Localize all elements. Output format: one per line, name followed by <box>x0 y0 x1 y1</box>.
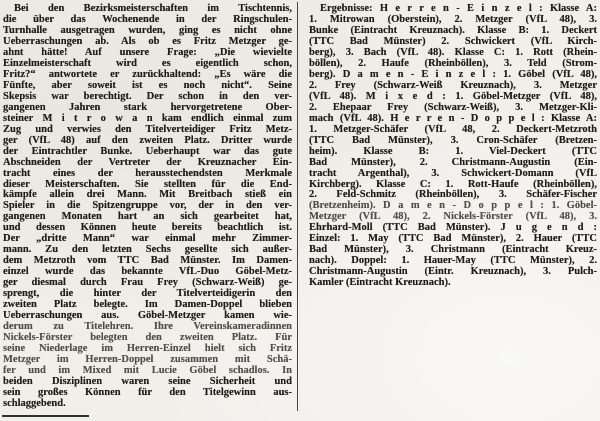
text-line: Fritz?“ antwortete er zurückhaltend: „Es wäre die <box>3 68 292 80</box>
text-line: 2. Frey (Schwarz-Weiß Kreuznach), 3. Metzger <box>309 79 597 91</box>
text-line: gangenen Monaten hart an sich gearbeitet hat, <box>3 211 292 223</box>
article-results-column <box>309 4 597 289</box>
text-line: Christmann-Augustin (Eintr. Kreuznach), 3. Pulch- <box>309 266 597 278</box>
text-line: Zug und verwies den Titelverteidiger Fritz Metz- <box>3 123 292 135</box>
text-line: mach (VfL 48). H e r r e n - D o p p e l : Klasse A: <box>309 112 597 124</box>
text-line: Einzel: 1. May (TTC Bad Münster), 2. Hauer (TTC <box>309 233 597 245</box>
text-line: ger diesmal durch Frau Frey (Schwarz-Weiß) ge- <box>3 277 292 289</box>
text-line: seine Niederlage im Herren-Einzel hielt sich Fritz <box>3 343 292 355</box>
text-line: heim). Klasse B: 1. Viel-Deckert (TTC <box>309 145 597 157</box>
text-line: steiner M i t r o w a n kam endlich einmal zum <box>3 112 292 124</box>
text-line: nach). Doppel: 1. Hauer-May (TTC Münster), 2. <box>309 255 597 267</box>
text-line: gangenen Jahren stark hervorgetretene Ober- <box>3 101 292 113</box>
text-line: Metzger im Herren-Doppel zusammen mit Schä- <box>3 354 292 365</box>
text-line: Bunke (Eintracht Kreuznach). Klasse B: 1. Deckert <box>309 24 597 36</box>
text-line: Ueberraschungen ab. Als ob es Fritz Metzger ge- <box>3 35 292 47</box>
text-line: berg). D a m e n - E i n z e l : 1. Göbel (VfL 48), <box>309 68 597 80</box>
text-line: Bei den Bezirksmeisterschaften im Tischtennis, <box>14 3 292 14</box>
text-line: schlaggebend. <box>3 397 66 409</box>
text-line: Bad Münster), 2. Christmann-Augustin (Ein- <box>309 156 597 168</box>
text-line: der Eintrachtler Bunke. Ueberhaupt war das gute <box>3 145 292 157</box>
text-line: sprengt, die hinter der Titelverteidigerin den <box>3 288 292 300</box>
text-line: Bad Münster), 3. Christmann (Eintracht Kreuz- <box>309 244 597 256</box>
article-end-rule <box>2 415 89 417</box>
column-divider-rule <box>297 2 298 411</box>
text-line: dieser Meisterschaften. Sie stellten für die End- <box>3 178 292 190</box>
text-line: 2. Ehepaar Frey (Schwarz-Weiß), 3. Metzger-Kli- <box>309 101 597 113</box>
text-line: die über das Wochenende in der Ringschulen- <box>3 13 292 25</box>
text-line: Metzger (VfL 48), 2. Nickels-Förster (VfL 48), 3. <box>309 211 597 223</box>
text-line: zweiten Platz belegte. Im Damen-Doppel blieben <box>3 299 292 311</box>
text-line: sein großes Können für den Titelgewinn aus- <box>3 386 292 398</box>
text-line: tracht Argenthal), 3. Schwickert-Domann (VfL <box>309 167 597 179</box>
text-line: ahnt hätte! Auf unsere Frage: „Die wievielte <box>3 46 292 58</box>
text-line: kämpfe allein drei Mann. Mit Breitbach stieß ein <box>3 189 292 201</box>
text-line: und dessen Können heute bereits beachtlich ist. <box>3 222 292 234</box>
text-line: Spieler in die Spitzengruppe vor, der in den ver- <box>3 200 292 212</box>
text-line: Kamler (Eintracht Kreuznach). <box>309 277 451 289</box>
text-line: böllen), 2. Haufe (Rheinböllen), 3. Teld (Strom- <box>309 57 597 69</box>
text-line: ger (VfL 48) auf den zweiten Platz. Dritter wurde <box>3 134 292 146</box>
text-line: 1. Mitrowan (Oberstein), 2. Metzger (VfL 48), 3. <box>309 13 597 25</box>
text-line: (TTC Bad Münster), 3. Cron-Schäfer (Bretzen- <box>309 134 597 146</box>
text-line: Ergebnisse: H e r r e n - E i n z e l : Klasse A: <box>320 3 597 14</box>
text-line: fer und im Mixed mit Lucie Göbel schadlos. In <box>3 364 292 376</box>
text-line: Abschneiden der Vertreter der Kreuznacher Ein- <box>3 156 292 168</box>
text-line: einzel wurde das bekannte VfL-Duo Göbel-Metz- <box>3 266 292 278</box>
text-line: beiden Disziplinen waren seine Sicherheit und <box>3 375 292 387</box>
text-line: (Bretzenheim). D a m e n - D o p p e l : 1. Göbel- <box>309 200 597 212</box>
text-line: Der „dritte Mann“ war einmal mehr Zimmer- <box>3 233 292 245</box>
text-line: berg), 3. Bach (VfL 48). Klasse C: 1. Rott (Rhein- <box>309 46 597 58</box>
text-line: Fünfte, aber soweit ist es noch nicht“. Seine <box>3 79 292 91</box>
text-line: Turnhalle ausgetragen wurden, ging es nicht ohne <box>3 24 292 36</box>
text-line: Ueberraschungen aus. Göbel-Metzger kamen wie- <box>3 310 292 322</box>
text-line: 1. Metzger-Schäfer (VfL 48, 2. Deckert-Metzroth <box>309 123 597 135</box>
text-line: dem Metzroth vom TTC Bad Münster. Im Damen- <box>3 255 292 267</box>
text-line: Ehrhard-Moll (TTC Bad Münster). J u g e n d : <box>309 222 597 234</box>
article-left-column <box>3 4 292 410</box>
text-line: (TTC Bad Münster) 2. Schwickert (VfL Kirch- <box>309 35 597 47</box>
text-line: mann. Zu den letzten Sechs gesellte sich außer- <box>3 244 292 256</box>
text-line: tracht eines der herausstechendsten Merkmale <box>3 167 292 179</box>
text-line: derum zu Titelehren. Ihre Vereinskameradinnen <box>3 321 292 333</box>
text-line: Skepsis war berechtigt. Der schon in den ver- <box>3 90 292 102</box>
text-line: (VfL 48). M i x e d : 1. Göbel-Metzger (VfL 48), <box>309 90 597 102</box>
text-line: Einzelmeisterschaft wird es eigentlich schon, <box>3 57 292 69</box>
text-line: Nickels-Förster belegten den zweiten Platz. Für <box>3 332 292 344</box>
text-line: Kirchberg). Klasse C: 1. Rott-Haufe (Rheinböllen), <box>309 178 597 190</box>
text-line: 2. Feld-Schmitz (Rheinböllen), 3. Schäfer-Fischer <box>309 189 597 201</box>
